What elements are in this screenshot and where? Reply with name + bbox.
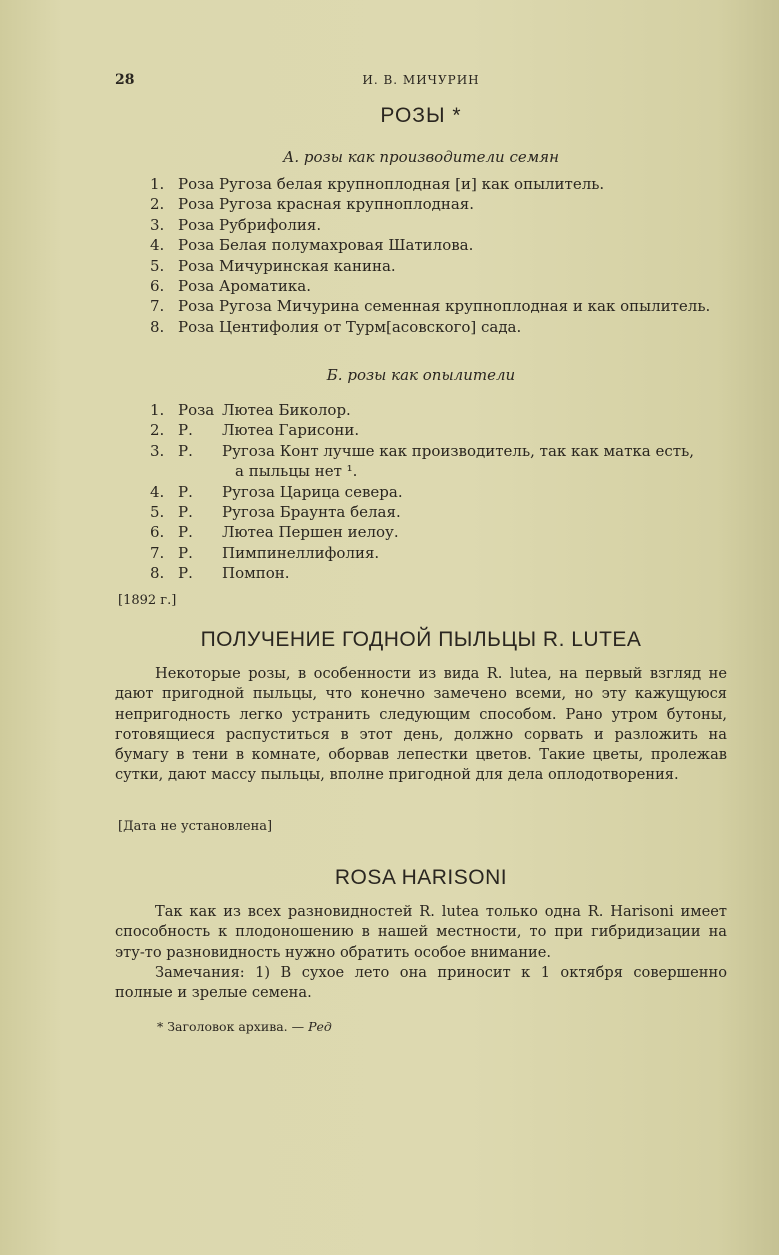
section-title-roses: РОЗЫ * <box>380 104 462 127</box>
list-item: 8. Р. Помпон. <box>150 564 290 583</box>
running-title: И. В. МИЧУРИН <box>362 73 480 87</box>
list-item: 4. Р. Ругоза Царица севера. <box>150 482 403 501</box>
list-item: 8. Роза Центифолия от Турм[асовского] сада. <box>150 317 522 336</box>
list-item: 2. Роза Ругоза красная крупноплодная. <box>150 195 475 214</box>
section-title-harisoni: ROSA HARISONI <box>334 866 508 889</box>
subtitle-seed-producers: А. розы как производители семян <box>283 148 559 166</box>
date-unknown: [Дата не установлена] <box>118 819 273 834</box>
date-1892: [1892 г.] <box>118 593 177 608</box>
list-item: 5. Р. Ругоза Браунта белая. <box>150 502 401 521</box>
list-item: 3. Р. Ругоза Конт лучше как производитель, так как матка есть, <box>150 441 695 460</box>
page-number: 28 <box>115 72 135 88</box>
list-item: 2. Р. Лютеа Гарисони. <box>150 421 360 440</box>
list-item: 1. Роза Лютеа Биколор. <box>150 401 351 419</box>
paragraph-harisoni: Так как из всех разновидностей R. lutea только одна R. Harisoni имеет способность к плодоношению в нашей местности, то при гибридизации на эту-то разновидность нужно обратить особое внимание. Замечания: 1) В сухое лето она приносит к 1 октября совершенно полные и зрелые семена. <box>115 903 727 1002</box>
list-item: 7. Роза Ругоза Мичурина семенная крупноплодная и как опылитель. <box>150 297 711 316</box>
footnote: * Заголовок архива. — Ред <box>157 1019 332 1034</box>
list-item: 5. Роза Мичуринская канина. <box>150 256 396 275</box>
list-item: 7. Р. Пимпинеллифолия. <box>150 543 380 562</box>
section-title-pollen: ПОЛУЧЕНИЕ ГОДНОЙ ПЫЛЬЦЫ R. LUTEA <box>200 628 642 651</box>
list-item-continuation: а пыльцы нет ¹. <box>235 462 358 481</box>
list-seed-producers <box>150 174 740 337</box>
subtitle-pollinators: Б. розы как опылители <box>326 366 516 384</box>
list-item: 1. Роза Ругоза белая крупноплодная [и] как опылитель. <box>150 175 605 193</box>
list-pollinators <box>150 400 740 584</box>
page-header <box>115 72 727 92</box>
list-item: 3. Роза Рубрифолия. <box>150 215 322 234</box>
list-item: 6. Р. Лютеа Першен иелоу. <box>150 523 399 542</box>
list-item: 6. Роза Ароматика. <box>150 276 312 295</box>
list-item: 4. Роза Белая полумахровая Шатилова. <box>150 236 474 255</box>
paragraph-pollen: Некоторые розы, в особенности из вида R. lutea, на первый взгляд не дают пригодной пыльцы, что конечно замечено всеми, но эту кажущуюся непригодность легко устранить следующим способом. Рано утром бутоны, готовящиеся распуститься в этот день, должно сорвать и разложить на бумагу в тени в комнате, оборвав лепестки цветов. Такие цветы, пролежав сутки, дают массу пыльцы, вполне пригодной для дела оплодотворения. <box>115 665 727 784</box>
